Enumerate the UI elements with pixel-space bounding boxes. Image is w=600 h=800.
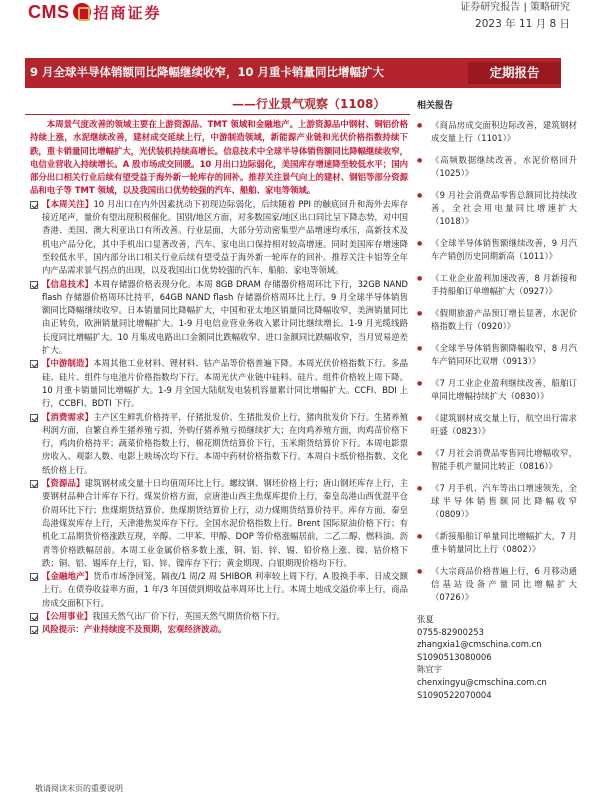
section-text: 主产区生鲜乳价格持平，仔猪批发价、生猪批发价上行，猪肉批发价下行。生猪养殖利润方面，自繁自养生猪养殖亏损，外购仔猪养殖亏损继续扩大；在肉鸡养殖方面，肉鸡苗价格下行，鸡肉价格持平；蔬菜价格指数上行，棉花期货结算价下行，玉米期货结算价下行。本周电影票房收入、观影人数、电影上映场次均下行。本周中药材价格指数下行。本周白卡纸价格指数、文化纸价格上行。 <box>42 411 409 475</box>
section-tag: 【中游制造】 <box>42 358 94 369</box>
report-subtitle: ——行业景气观察（1108） <box>232 97 386 111</box>
checkbox-bullet-icon <box>30 281 38 289</box>
section-paragraph <box>30 411 408 477</box>
company-logo <box>28 2 162 22</box>
section-paragraph <box>30 278 408 358</box>
analyst-line: S1090522070004 <box>417 689 492 700</box>
report-path: 证券研究报告 | 策略研究 <box>460 2 570 13</box>
related-report-title: 《7 月工业企业盈利继续改善，船舶订单同比增幅持续扩大（0830）》 <box>431 378 577 401</box>
related-report-title: 《建筑钢材成交量上行，航空出行需求旺盛（0823）》 <box>431 413 577 436</box>
section-text: 货币市场净回笼，隔夜/1 周/2 周 SHIBOR 利率较上周下行。A 股换手率、日成交额上行。在债券收益率方面，1 年/3 年国债到期收益率周环比上行。本周土地成交溢价率上行，商品房成交面积下行。 <box>42 571 409 608</box>
section-tag: 【资源品】 <box>42 478 85 489</box>
related-report-item[interactable] <box>417 189 577 228</box>
related-report-title: 《工业企业盈利加速改善，8 月新接和手持船舶订单增幅扩大（0927）》 <box>431 273 577 296</box>
bullet-icon: ● <box>417 450 423 457</box>
checkbox-bullet-icon <box>30 201 38 209</box>
section-paragraph <box>30 477 408 570</box>
checkbox-bullet-icon <box>30 480 38 488</box>
section-paragraph <box>30 198 408 278</box>
bullet-icon: ● <box>417 345 423 352</box>
section-list <box>30 198 408 637</box>
summary-paragraph: 本周景气度改善的领域主要在上游资源品、TMT 领域和金融地产。上游资源品中钢材、铜铝价格持续上涨，水泥继续改善，建材成交延续上行，中游制造领域，新能源产业链和光伏价格指数持续下跌，重卡销量同比增幅扩大，光伏装机持续高增长。信息技术中全球半导体销售额同比降幅继续收窄，电信业营收入持续增长。A 股市场成交回暖。10 月出口边际弱化，美国库存增速降至较低水平；国内部分出口相关行业后续有望受益于海外新一轮库存的回补。推荐关注景气向上的建材、钢铝等部分资源品和电子等 TMT 领域，以及我国出口优势较强的汽车、船舶、家电等领域。 <box>30 119 408 196</box>
bullet-icon: ● <box>417 380 423 387</box>
logo-seal-icon <box>73 3 91 21</box>
checkbox-bullet-icon <box>30 360 38 368</box>
report-date: 2023 年 11 月 8 日 <box>475 18 570 30</box>
related-report-title: 《假期旅游产品预订增长显著，水泥价格指数上行（0920）》 <box>431 308 577 331</box>
related-report-item[interactable] <box>417 530 577 556</box>
related-report-item[interactable] <box>417 377 577 403</box>
bullet-icon: ● <box>417 157 423 164</box>
bullet-icon: ● <box>417 533 423 540</box>
related-report-title: 《全球半导体销售额继续改善，9 月汽车产销创历史同期新高（1011）》 <box>431 238 577 261</box>
section-text: 我国天然气出厂价下行，英国天然气期货价格下行。 <box>92 610 285 621</box>
section-text: 本周其他工业材料、锂材料、钴产品等价格普遍下降。本周光伏价格指数下行。多晶硅、硅片、组件与电池片价格指数均下行。本周光伏产业链中硅料、硅片、组件价格较上周下降。10 月重卡销量同比增幅扩大。1-9 月全国大陆航发电装机容量累计同比增幅扩大。CCFI、BDI 上行，CCBFI、BDTI 下行。 <box>42 358 409 409</box>
related-report-item[interactable] <box>417 447 577 473</box>
analyst-line: 0755-82900253 <box>417 626 484 637</box>
logo-en: CMS <box>28 1 70 22</box>
related-report-title: 《全球半导体销售额降幅收窄，8 月汽车产销同环比双增（0913）》 <box>431 343 577 366</box>
related-report-title: 《7 月手机、汽车等出口增速领先，全球半导体销售额同比降幅收窄（0809）》 <box>431 483 577 519</box>
analyst-line: zhangxia1@cmschina.com.cn <box>417 639 542 650</box>
bullet-icon: ● <box>417 415 423 422</box>
bullet-icon: ● <box>417 240 423 247</box>
related-report-item[interactable] <box>417 482 577 521</box>
section-text: 10 月出口在内外因素扰动下初现边际弱化，后续随着 PPI 的触底回升和海外去库存接近尾声，量价有望出现积极催化。国别/地区方面，对多数国家/地区出口同比呈下降态势，对中国香港、美国、澳大利亚出口有所改善。行业层面，大部分劳动密集型产品增速均承压，高新技术及机电产品分化，其中手机出口显著改善，汽车、家电出口保持相对较高增速。同时美国库存增速降至较低水平，国内部分出口相关行业后续有望受益于海外新一轮库存的回补。推荐关注卡铝等全年内产品需求景气拐点的出现，以及我国出口优势较强的汽车、船舶、家电等领域。 <box>42 198 409 276</box>
subtitle-divider <box>25 114 410 115</box>
related-report-title: 《大宗商品价格普遍上行，6 月移动通信基站设备产量同比增幅扩大（0726）》 <box>431 566 577 602</box>
header-info <box>460 0 570 32</box>
related-report-title: 《7 月社会消费品零售同比增幅收窄，智能手机产量同比转正（0816）》 <box>431 448 577 471</box>
related-reports-list <box>417 119 577 604</box>
related-report-item[interactable] <box>417 412 577 438</box>
section-tag: 【本周关注】 <box>42 198 94 209</box>
checkbox-bullet-icon <box>30 414 38 422</box>
section-tag: 【消费需求】 <box>42 411 94 422</box>
related-report-title: 《高频数据继续改善，水泥价格回升（1025）》 <box>431 155 577 178</box>
bullet-icon: ● <box>417 568 423 575</box>
analyst-info <box>417 613 577 701</box>
bullet-icon: ● <box>417 122 423 129</box>
bullet-icon: ● <box>417 485 423 492</box>
section-text: 建筑钢材成交量十日均值周环比上行。螺纹钢、钢坯价格上行；唐山钢坯库存上行，主要钢材品种合计库存下行。煤炭价格方面，京唐港山西主焦煤库提价上行，秦皇岛港山西优混平仓价周环比下行；焦煤期货结算价、焦煤期货结算价上行，动力煤期货结算价持平。库存方面，秦皇岛港煤炭库存上行，天津港焦炭库存下行。全国水泥价格指数上行。Brent 国际原油价格下行；有机化工品期货价格涨跌互现，辛醇、二甲苯、甲醇、DOP 等价格涨幅居前，二乙二醇、燃料油、沥青等价格跌幅居前。本周工业金属价格多数上涨，铜、铝、锌、锡、铅价格上涨、镍、钴价格下跌；铜、铝、锡库存上行，铅、锌、镍库存下行；黄金期现、白银期现价格均下行。 <box>42 478 409 568</box>
section-paragraph <box>30 570 408 610</box>
report-title: 9 月全球半导体销额同比降幅继续收窄，10 月重卡销量同比增幅扩大 <box>30 65 385 79</box>
related-report-title: 《新接船舶订单量同比增幅扩大，7 月重卡销量同比上行（0802）》 <box>431 531 577 554</box>
analyst-line: S1090513080006 <box>417 651 492 662</box>
bullet-icon: ● <box>417 192 423 199</box>
section-tag: 【公用事业】 <box>42 610 93 621</box>
checkbox-bullet-icon <box>30 613 38 621</box>
report-type-badge: 定期报告 <box>468 62 561 84</box>
analyst-line: 陈宜宇 <box>417 664 443 675</box>
related-report-item[interactable] <box>417 565 577 604</box>
section-text: 产业持续度不及预期，宏观经济波动。 <box>83 624 227 635</box>
related-report-title: 《9 月社会消费品零售总额同比持续改善，全社会用电量同比增速扩大（1018）》 <box>431 190 577 226</box>
related-report-item[interactable] <box>417 119 577 145</box>
section-text: 本周存储器价格表现分化。本周 8GB DRAM 存储器价格周环比下行，32GB NAND flash 存储器价格周环比持平，64GB NAND flash 存储器价格周环比上行。9 月全球半导体销售额同比降幅继续收窄。日本销量同比降幅扩大，中国和亚太地区销量同比降幅收窄，美洲销量同比由正转负，欧洲销量同比增幅扩大。1-9 月电信业营业务收入累计同比继续增长。1-9 月光缆线路长度同比增幅扩大。10 月集成电路出口金额同比跌幅收窄、进口金额同比跌幅收窄，当月贸易逆差扩大。 <box>42 278 409 356</box>
related-report-item[interactable] <box>417 237 577 263</box>
section-paragraph <box>30 357 408 410</box>
logo-cn: 招商证券 <box>93 3 162 22</box>
bullet-icon: ● <box>417 275 423 282</box>
analyst-line: chenxingyu@cmschina.com.cn <box>417 676 547 687</box>
footer-note: 敬请阅读末页的重要说明 <box>35 784 123 793</box>
related-report-item[interactable] <box>417 307 577 333</box>
bullet-icon: ● <box>417 310 423 317</box>
related-report-item[interactable] <box>417 272 577 298</box>
section-paragraph <box>30 623 408 636</box>
sidebar <box>417 98 577 701</box>
section-tag: 【金融地产】 <box>42 571 94 582</box>
related-reports-heading: 相关报告 <box>417 101 454 111</box>
main-body <box>30 118 408 637</box>
analyst-line: 张夏 <box>417 614 434 624</box>
related-report-item[interactable] <box>417 154 577 180</box>
related-report-item[interactable] <box>417 342 577 368</box>
section-paragraph <box>30 610 408 623</box>
section-tag: 风险提示： <box>42 624 84 635</box>
checkbox-bullet-icon <box>30 573 38 581</box>
section-tag: 【信息技术】 <box>42 278 94 289</box>
related-report-title: 《商品房成交面积边际改善，建筑钢材成交量上行（1101）》 <box>431 120 577 143</box>
checkbox-bullet-icon <box>30 626 38 634</box>
